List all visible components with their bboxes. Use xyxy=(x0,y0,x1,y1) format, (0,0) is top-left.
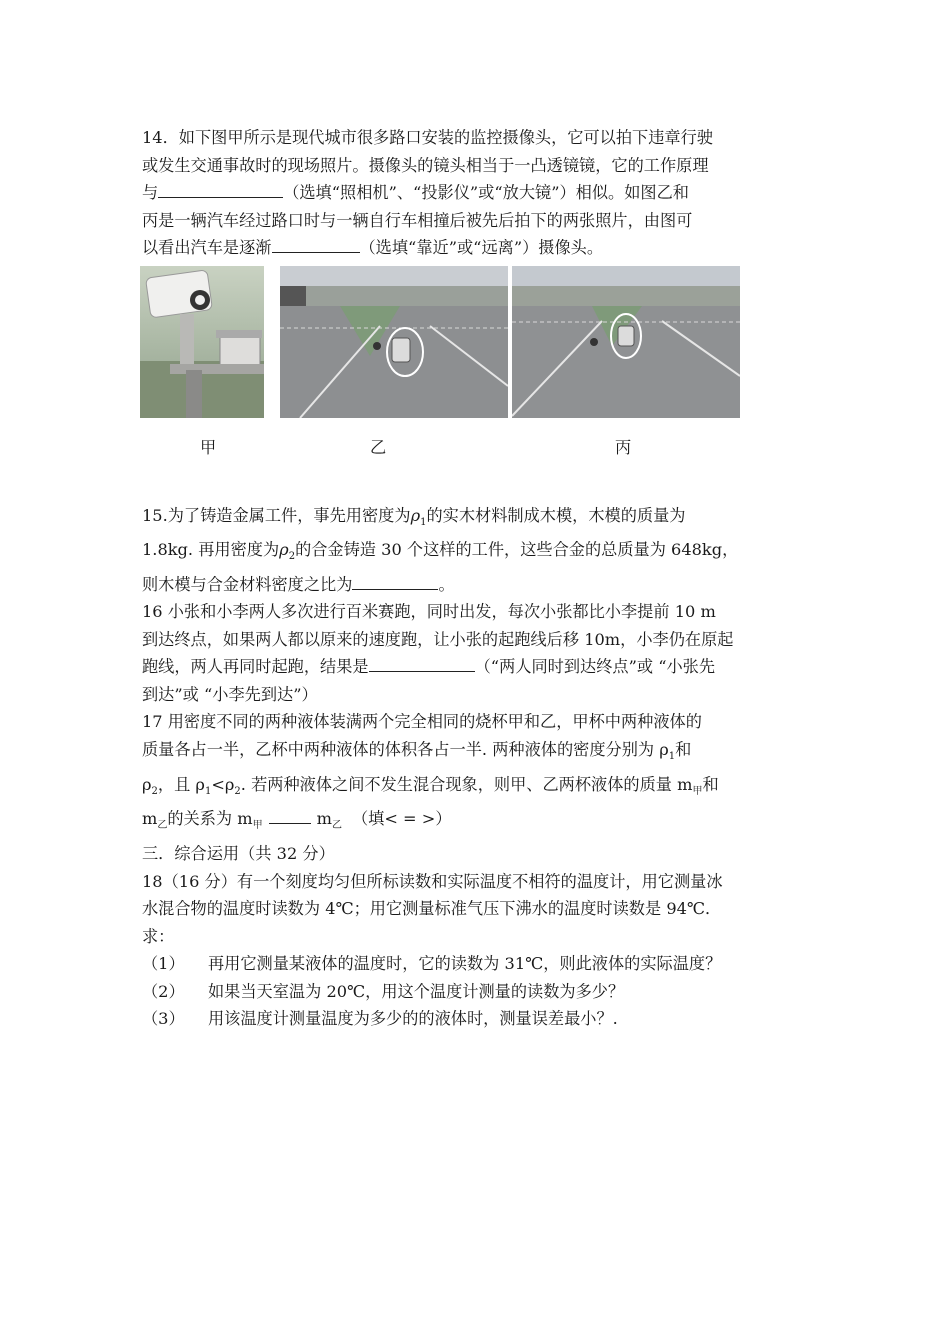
question-15 xyxy=(142,502,812,599)
road-photo-yi xyxy=(280,266,508,418)
question-14 xyxy=(142,124,812,262)
q14-line: 丙是一辆汽车经过路口时与一辆自行车相撞后被先后拍下的两张照片，由图可 xyxy=(142,210,693,230)
q15-line: 则木模与合金材料密度之比为 。 xyxy=(142,574,455,594)
q16-line: 到达”或 “小李先到达”） xyxy=(142,684,318,704)
q18-line: 求： xyxy=(142,926,175,946)
q17-line: 17 用密度不同的两种液体装满两个完全相同的烧杯甲和乙，甲杯中两种液体的 xyxy=(142,712,702,732)
answer-blank xyxy=(272,236,360,253)
q17-line: $\rho_2$，且 $\rho_1<\rho_2$. 若两种液体之间不发生混合现象，则甲、乙两杯液体的质量 $m_甲$和 xyxy=(142,774,719,797)
question-17 xyxy=(142,708,812,840)
figure-row xyxy=(142,266,812,426)
q17-line: $m_乙$的关系为 $m_甲$ $m_乙$ （填< = >） xyxy=(142,809,452,832)
q14-line: 14．如下图甲所示是现代城市很多路口安装的监控摄像头，它可以拍下违章行驶 xyxy=(142,128,713,147)
q18-subquestion: （2） 如果当天室温为 20℃，用这个温度计测量的读数为多少？ xyxy=(142,981,625,1001)
question-18 xyxy=(142,868,812,1033)
exam-page xyxy=(142,124,812,1033)
figure-captions xyxy=(142,426,812,476)
q14-line: 以看出汽车是逐渐 （选填“靠近”或“远离”）摄像头。 xyxy=(142,238,604,257)
answer-blank xyxy=(369,655,475,672)
section-title: 三．综合运用（共 32 分） xyxy=(142,844,335,864)
answer-blank xyxy=(269,807,311,824)
answer-blank xyxy=(158,181,283,198)
q18-subquestion: （1） 再用它测量某液体的温度时，它的读数为 31℃，则此液体的实际温度？ xyxy=(142,954,722,974)
q16-line: 跑线，两人再同时起跑，结果是 （“两人同时到达终点”或 “小张先 xyxy=(142,657,716,677)
surveillance-camera-photo xyxy=(140,266,264,418)
caption-jia: 甲 xyxy=(200,437,217,457)
q18-line: 18（16 分）有一个刻度均匀但所标读数和实际温度不相符的温度计，用它测量冰 xyxy=(142,871,723,891)
q18-subquestion: （3） 用该温度计测量温度为多少的的液体时，测量误差最小？. xyxy=(142,1009,618,1029)
q17-line: 质量各占一半，乙杯中两种液体的体积各占一半. 两种液体的密度分别为 $\rho_1$和 xyxy=(142,739,692,763)
question-16 xyxy=(142,598,812,708)
q14-line: 与 （选填“照相机”、“投影仪”或“放大镜”）相似。如图乙和 xyxy=(142,183,689,202)
q15-line: 1.8kg. 再用密度为$\rho_2$的合金铸造 30 个这样的工件，这些合金的总质量为 648kg， xyxy=(142,540,739,563)
q14-line: 或发生交通事故时的现场照片。摄像头的镜头相当于一凸透镜镜，它的工作原理 xyxy=(142,155,709,175)
answer-blank xyxy=(352,573,438,590)
caption-yi: 乙 xyxy=(370,437,387,457)
q15-line: 15.为了铸造金属工件，事先用密度为$\rho_1$的实木材料制成木模，木模的质量为 xyxy=(142,505,686,528)
q16-line: 16 小张和小李两人多次进行百米赛跑，同时出发，每次小张都比小李提前 10 m xyxy=(142,602,716,622)
caption-bing: 丙 xyxy=(615,437,632,457)
q18-line: 水混合物的温度时读数为 4℃；用它测量标准气压下沸水的温度时读数是 94℃． xyxy=(142,899,722,919)
road-photo-bing xyxy=(512,266,740,418)
q16-line: 到达终点，如果两人都以原来的速度跑，让小张的起跑线后移 10m，小李仍在原起 xyxy=(142,629,734,649)
